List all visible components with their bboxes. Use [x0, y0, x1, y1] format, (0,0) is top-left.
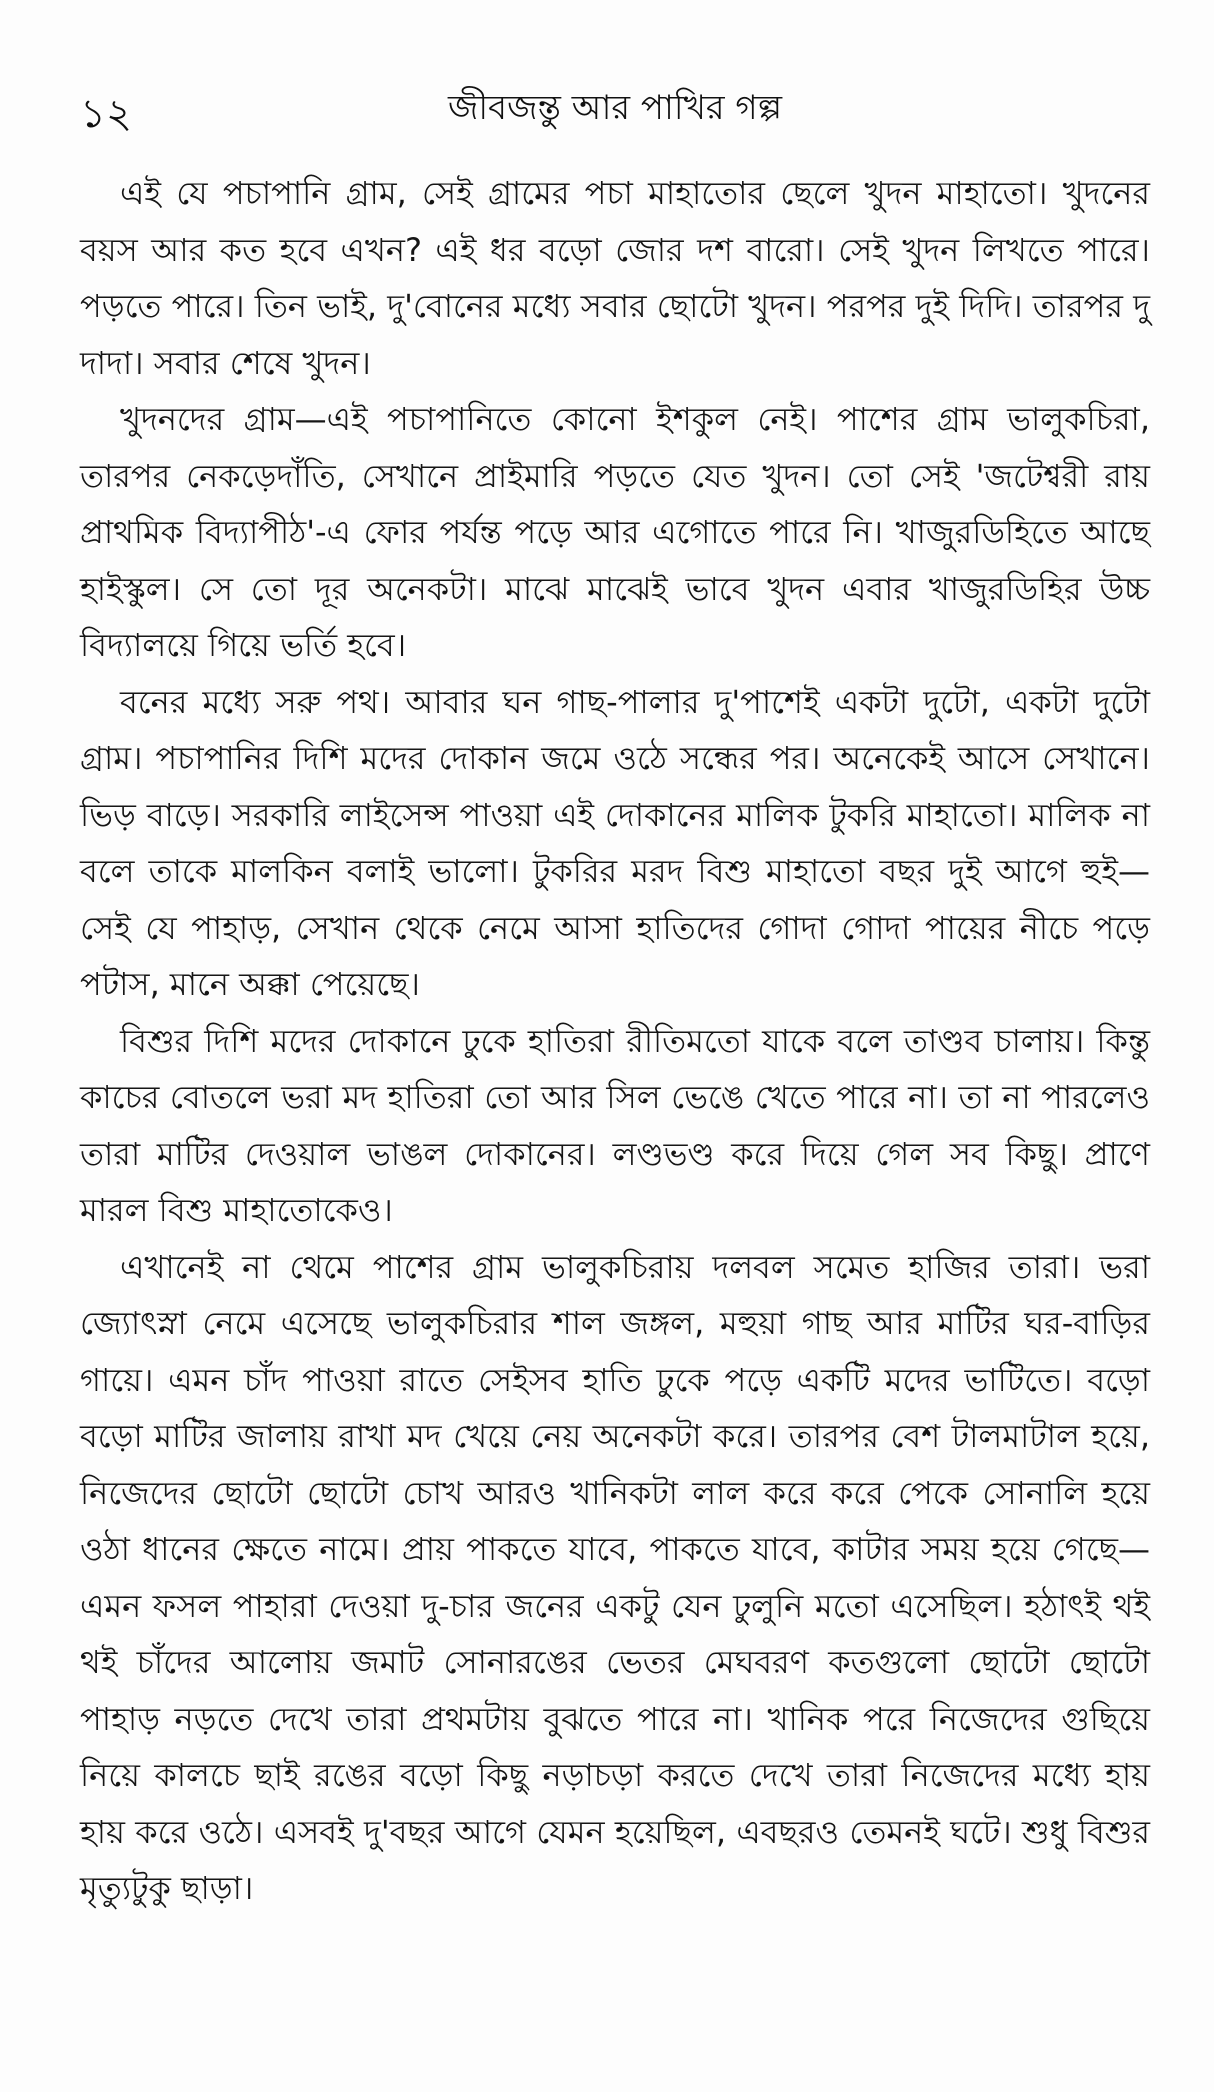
body-text: [80, 165, 1150, 1917]
paragraph: এখানেই না থেমে পাশের গ্রাম ভালুকচিরায় দলবল সমেত হাজির তারা। ভরা জ্যোৎস্না নেমে এসেছে ভালুকচিরার শাল জঙ্গল, মহুয়া গাছ আর মাটির ঘর-বাড়ির গায়ে। এমন চাঁদ পাওয়া রাতে সেইসব হাতি ঢুকে পড়ে একটি মদের ভাটিতে। বড়ো বড়ো মাটির জালায় রাখা মদ খেয়ে নেয় অনেকটা করে। তারপর বেশ টালমাটাল হয়ে, নিজেদের ছোটো ছোটো চোখ আরও খানিকটা লাল করে করে পেকে সোনালি হয়ে ওঠা ধানের ক্ষেতে নামে। প্রায় পাকতে যাবে, পাকতে যাবে, কাটার সময় হয়ে গেছে—এমন ফসল পাহারা দেওয়া দু-চার জনের একটু যেন ঢুলুনি মতো এসেছিল। হঠাৎই থই থই চাঁদের আলোয় জমাট সোনারঙের ভেতর মেঘবরণ কতগুলো ছোটো ছোটো পাহাড় নড়তে দেখে তারা প্রথমটায় বুঝতে পারে না। খানিক পরে নিজেদের গুছিয়ে নিয়ে কালচে ছাই রঙের বড়ো কিছু নড়াচড়া করতে দেখে তারা নিজেদের মধ্যে হায় হায় করে ওঠে। এসবই দু'বছর আগে যেমন হয়েছিল, এবছরও তেমনই ঘটে। শুধু বিশুর মৃত্যুটুকু ছাড়া।: [80, 1247, 1150, 1907]
page-number: ১২: [80, 91, 132, 137]
paragraph: খুদনদের গ্রাম—এই পচাপানিতে কোনো ইশকুল নেই। পাশের গ্রাম ভালুকচিরা, তারপর নেকড়েদাঁতি, সেখানে প্রাইমারি পড়তে যেত খুদন। তো সেই 'জটেশ্বরী রায় প্রাথমিক বিদ্যাপীঠ'-এ ফোর পর্যন্ত পড়ে আর এগোতে পারে নি। খাজুরডিহিতে আছে হাইস্কুল। সে তো দূর অনেকটা। মাঝে মাঝেই ভাবে খুদন এবার খাজুরডিহির উচ্চ বিদ্যালয়ে গিয়ে ভর্তি হবে।: [80, 400, 1150, 664]
paragraph: বনের মধ্যে সরু পথ। আবার ঘন গাছ-পালার দু'পাশেই একটা দুটো, একটা দুটো গ্রাম। পচাপানির দিশি মদের দোকান জমে ওঠে সন্ধের পর। অনেকেই আসে সেখানে। ভিড় বাড়ে। সরকারি লাইসেন্স পাওয়া এই দোকানের মালিক টুকরি মাহাতো। মালিক না বলে তাকে মালকিন বলাই ভালো। টুকরির মরদ বিশু মাহাতো বছর দুই আগে হুই—সেই যে পাহাড়, সেখান থেকে নেমে আসা হাতিদের গোদা গোদা পায়ের নীচে পড়ে পটাস, মানে অক্কা পেয়েছে।: [80, 682, 1150, 1003]
page-header: [80, 78, 1150, 138]
paragraph: বিশুর দিশি মদের দোকানে ঢুকে হাতিরা রীতিমতো যাকে বলে তাণ্ডব চালায়। কিন্তু কাচের বোতলে ভরা মদ হাতিরা তো আর সিল ভেঙে খেতে পারে না। তা না পারলেও তারা মাটির দেওয়াল ভাঙল দোকানের। লণ্ডভণ্ড করে দিয়ে গেল সব কিছু। প্রাণে মারল বিশু মাহাতোকেও।: [80, 1021, 1150, 1229]
paragraph: এই যে পচাপানি গ্রাম, সেই গ্রামের পচা মাহাতোর ছেলে খুদন মাহাতো। খুদনের বয়স আর কত হবে এখন? এই ধর বড়ো জোর দশ বারো। সেই খুদন লিখতে পারে। পড়তে পারে। তিন ভাই, দু'বোনের মধ্যে সবার ছোটো খুদন। পরপর দুই দিদি। তারপর দু দাদা। সবার শেষে খুদন।: [80, 174, 1150, 382]
running-title: জীবজন্তু আর পাখির গল্প: [448, 88, 782, 128]
